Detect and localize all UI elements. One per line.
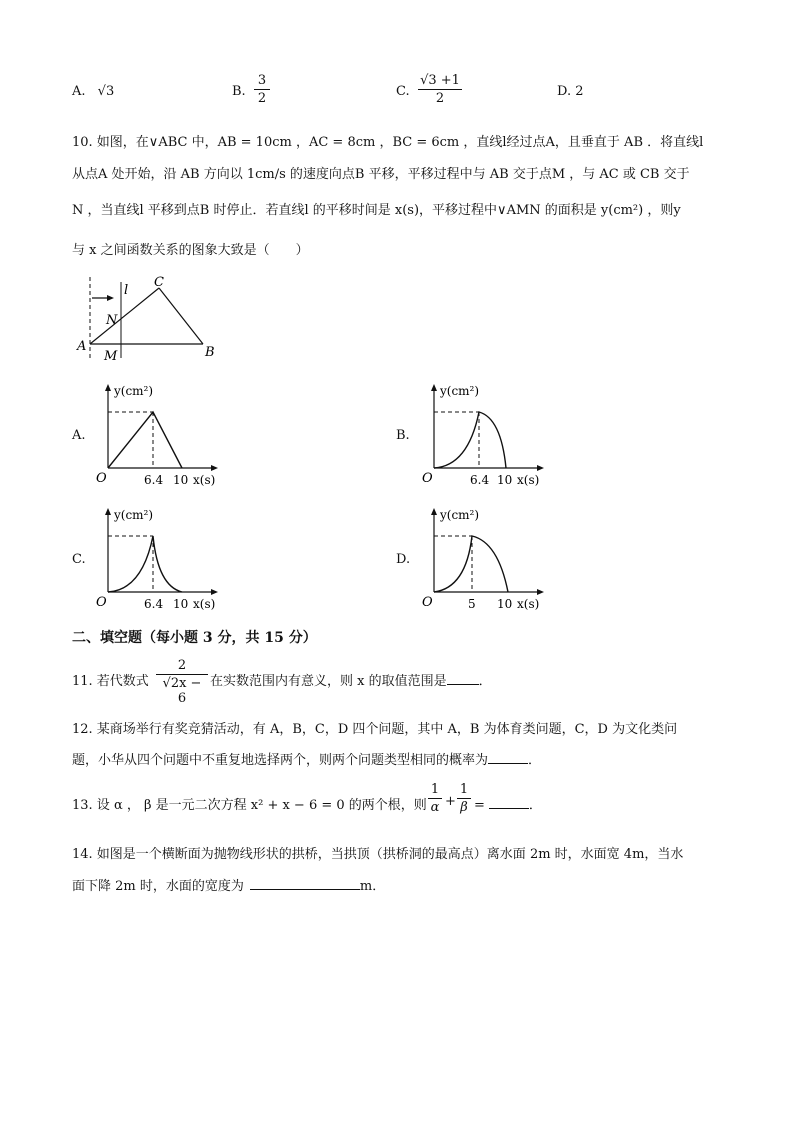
tick-mid: 6.4 (144, 473, 164, 487)
fraction-denominator: α (430, 800, 440, 815)
answer-blank[interactable] (488, 763, 528, 764)
tick-mid: 5 (468, 597, 476, 611)
y-axis-arrow-icon (431, 384, 437, 391)
label-b: B (205, 345, 215, 360)
q10-option-b-label: B. (396, 428, 410, 443)
x-label: x(s) (193, 597, 216, 611)
q13-end: ． (528, 798, 542, 813)
curve (434, 412, 506, 468)
curve (434, 536, 508, 592)
y-label: y(cm²) (114, 508, 154, 522)
q10-line-2: 从点A 处开始，沿 AB 方向以 1cm/s 的速度向点B 平移，平移过程中与 AB 交于点M ，与 AC 或 CB 交于 (72, 167, 690, 182)
fraction-numerator: 3 (257, 73, 267, 88)
q9-option-c-label: C. (396, 84, 410, 99)
fraction-numerator: √3 +1 (420, 73, 460, 88)
q11-suffix (210, 670, 492, 689)
q10-triangle-figure (70, 272, 220, 364)
q13-eq: = (474, 798, 485, 813)
answer-blank[interactable] (250, 889, 360, 890)
origin-label: O (96, 471, 107, 486)
fraction-numerator: 2 (177, 658, 187, 673)
fraction-denominator: 2 (435, 91, 445, 106)
x-label: x(s) (517, 473, 540, 487)
label-a: A (77, 339, 87, 354)
q10-line-1: 10. 如图，在∨ABC 中，AB = 10cm ，AC = 8cm ，BC = 6cm ，直线l经过点A，且垂直于 AB ．将直线l (72, 135, 704, 150)
x-label: x(s) (517, 597, 540, 611)
x-axis-arrow-icon (211, 589, 218, 595)
answer-blank[interactable] (489, 808, 529, 809)
segment-cb (159, 288, 203, 344)
q9-option-a-label: A. (72, 84, 86, 99)
y-axis-arrow-icon (431, 508, 437, 515)
q11-prefix: 11. 若代数式 (72, 674, 149, 689)
y-label: y(cm²) (440, 384, 480, 398)
tick-end: 10 (173, 597, 189, 611)
y-axis-arrow-icon (105, 384, 111, 391)
q13-fraction-1 (428, 782, 442, 815)
q9-option-c-fraction (418, 73, 462, 106)
curve (108, 536, 182, 592)
q12-end: ． (528, 753, 542, 768)
fraction-denominator: β (460, 800, 468, 815)
origin-label: O (422, 595, 433, 610)
label-l: l (124, 283, 129, 298)
fraction-numerator: 1 (430, 782, 440, 797)
q14-line-1: 14. 如图是一个横断面为抛物线形状的拱桥，当拱顶（拱桥洞的最高点）离水面 2m 时，水面宽 4m，当水 (72, 847, 684, 862)
label-c: C (154, 275, 164, 290)
q9-option-b-label: B. (232, 84, 246, 99)
x-axis-arrow-icon (211, 465, 218, 471)
q12-line-1: 12. 某商场举行有奖竞猜活动，有 A，B，C，D 四个问题，其中 A，B 为体育类问题，C，D 为文化类问 (72, 722, 678, 737)
x-axis-arrow-icon (537, 465, 544, 471)
y-label: y(cm²) (114, 384, 154, 398)
q14-line-2-prefix: 面下降 2m 时，水面的宽度为 (72, 879, 244, 894)
q13-answer (474, 794, 542, 813)
q10-option-c-label: C. (72, 552, 86, 567)
q12-line-2-text: 题，小华从四个问题中不重复地选择两个，则两个问题类型相同的概率为 (72, 753, 489, 768)
label-m: M (104, 349, 118, 364)
tick-end: 10 (497, 473, 513, 487)
q10-graph-a (90, 378, 240, 490)
label-n: N (106, 313, 118, 328)
x-label: x(s) (193, 473, 216, 487)
q14-line-2-suffix: m． (359, 879, 386, 894)
q12-line-2 (72, 749, 541, 768)
q10-line-3: N ，当直线l 平移到点B 时停止．若直线l 的平移时间是 x(s)，平移过程中∨AMN 的面积是 y(cm²) ，则y (72, 203, 681, 218)
q11-end: ． (478, 674, 492, 689)
origin-label: O (96, 595, 107, 610)
q10-line-4: 与 x 之间函数关系的图象大致是（ ） (72, 243, 309, 258)
tick-end: 10 (497, 597, 513, 611)
q9-option-a-value: √3 (97, 84, 115, 99)
q9-option-b-fraction (254, 73, 270, 106)
q10-graph-d (416, 502, 566, 614)
q13-prefix: 13. 设 α ， β 是一元二次方程 x² + x − 6 = 0 的两个根，则 (72, 798, 427, 813)
q14-line-2 (72, 875, 385, 894)
q10-graph-b (416, 378, 566, 490)
q9-option-d: D. 2 (557, 84, 584, 99)
q10-option-d-label: D. (396, 552, 411, 567)
q11-fraction (156, 658, 208, 706)
arrow-head-icon (107, 295, 114, 301)
section-2-title: 二、填空题（每小题 3 分，共 15 分） (72, 630, 317, 646)
tick-mid: 6.4 (470, 473, 490, 487)
q13-plus: + (445, 794, 456, 809)
origin-label: O (422, 471, 433, 486)
q11-suffix-text: 在实数范围内有意义，则 x 的取值范围是 (210, 674, 447, 689)
fraction-numerator: 1 (459, 782, 469, 797)
q13-fraction-2 (457, 782, 471, 815)
x-axis-arrow-icon (537, 589, 544, 595)
q10-option-a-label: A. (72, 428, 86, 443)
y-label: y(cm²) (440, 508, 480, 522)
curve (108, 412, 182, 468)
q10-graph-c (90, 502, 240, 614)
q9-option-a (72, 84, 114, 99)
fraction-denominator: 2 (257, 91, 267, 106)
tick-end: 10 (173, 473, 189, 487)
tick-mid: 6.4 (144, 597, 164, 611)
answer-blank[interactable] (447, 684, 479, 685)
y-axis-arrow-icon (105, 508, 111, 515)
fraction-denominator: √2x − 6 (162, 676, 202, 706)
